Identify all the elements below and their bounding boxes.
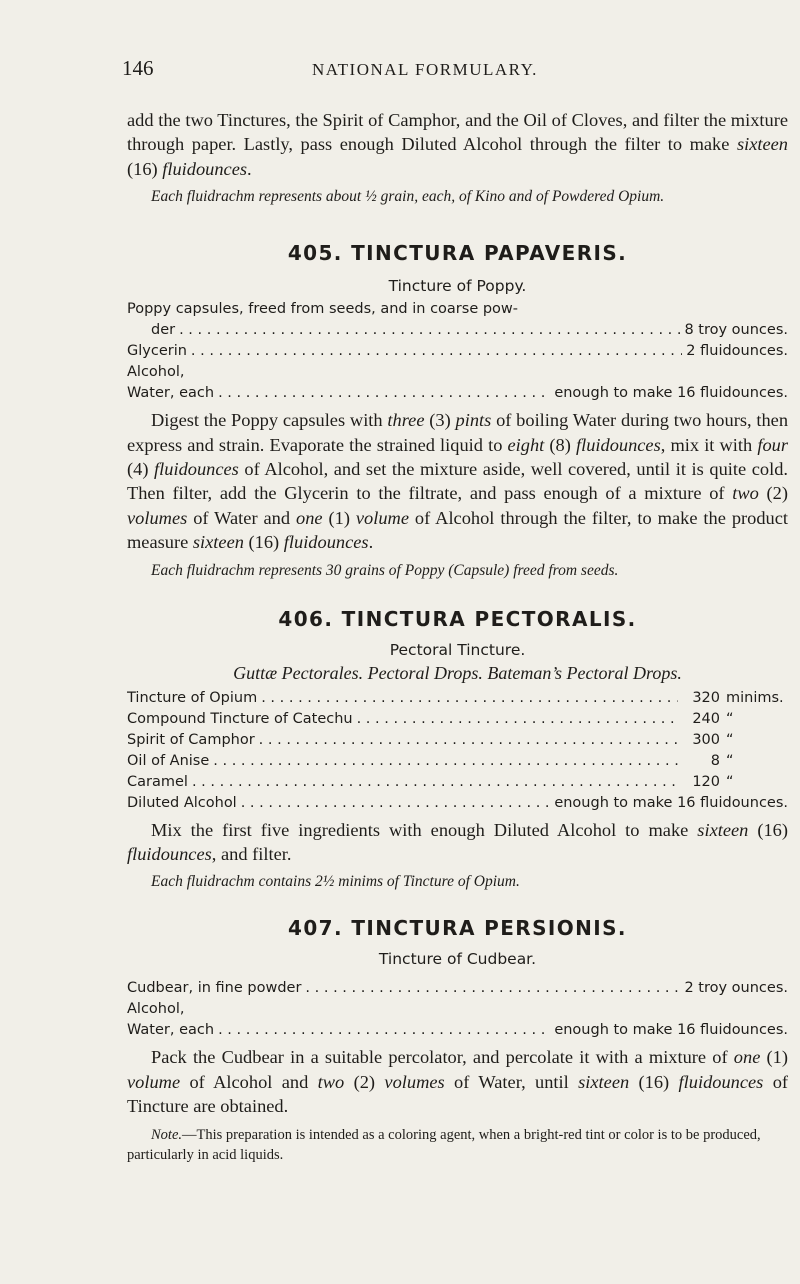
s406-ingredient-row: Spirit of Camphor . . . 300 “ <box>127 730 788 751</box>
s406-formula <box>127 688 788 814</box>
s405-ingredient-row: der . . . 8 troy ounces. <box>127 320 788 341</box>
s406-ingredient-row: Caramel . . . 120 “ <box>127 772 788 793</box>
s407-directions: Pack the Cudbear in a suitable percolator, and percolate it with a mixture of one (1) volume of Alcohol and two (2) volumes of Water, until sixteen (16) fluidounces of Tincture are obtained. <box>127 1047 789 1117</box>
page-number: 146 <box>122 56 154 80</box>
s405-note: Each fluidrachm represents 30 grains of Poppy (Capsule) freed from seeds. <box>151 561 619 579</box>
s405-formula <box>127 299 788 404</box>
s406-ingredient-row: Oil of Anise . . . 8 “ <box>127 751 788 772</box>
s406-note: Each fluidrachm contains 2½ minims of Tincture of Opium. <box>151 873 520 891</box>
s407-formula <box>127 978 788 1041</box>
page-content <box>127 108 788 1165</box>
s405-ingredient-row: Water, each . . . enough to make 16 fluidounces. <box>127 383 788 404</box>
s407-ingredient-row: Water, each . . . enough to make 16 fluidounces. <box>127 1020 788 1041</box>
s405-ingredient-line: Poppy capsules, freed from seeds, and in coarse pow- <box>127 301 519 318</box>
s407-note: Note.—This preparation is intended as a coloring agent, when a bright-red tint or color is to be produced, particularly in acid liquids. <box>127 1126 761 1163</box>
intro-paragraph: add the two Tinctures, the Spirit of Camphor, and the Oil of Cloves, and filter the mixture through paper. Lastly, pass enough Diluted Alcohol through the filter to make sixteen (16) fluidounces. <box>127 110 788 179</box>
s405-ingredient-line: Alcohol, <box>127 364 185 381</box>
s405-directions: Digest the Poppy capsules with three (3) pints of boiling Water during two hours, then express and strain. Evaporate the strained liquid to eight (8) fluidounces, mix it with four (4) fluidounces of Alcohol, and set the mixture aside, well covered, until it is quite cold. Then filter, add the Glycerin to the filtrate, and pass enough of a mixture of two (2) volumes of Water and one (1) volume of Alcohol through the filter, to make the product measure sixteen (16) fluidounces. <box>127 410 789 553</box>
s406-synonyms: Guttæ Pectorales. Pectoral Drops. Bateman’s Pectoral Drops. <box>233 662 682 683</box>
s407-ingredient-row: Cudbear, in fine powder . . . 2 troy ounces. <box>127 978 788 999</box>
s405-ingredient-row: Glycerin . . . 2 fluidounces. <box>127 341 788 362</box>
s405-subtitle: Tincture of Poppy. <box>388 277 527 296</box>
s406-ingredient-row: Diluted Alcohol . . . enough to make 16 fluidounces. <box>127 793 788 814</box>
s406-directions: Mix the first five ingredients with enough Diluted Alcohol to make sixteen (16) fluidounces, and filter. <box>127 819 788 865</box>
s406-title: 406. TINCTURA PECTORALIS. <box>278 606 637 631</box>
s406-ingredient-row: Tincture of Opium . . . 320 minims. <box>127 688 788 709</box>
intro-note: Each fluidrachm represents about ½ grain, each, of Kino and of Powdered Opium. <box>151 188 665 206</box>
s405-title: 405. TINCTURA PAPAVERIS. <box>287 241 628 266</box>
page-header <box>122 56 722 86</box>
s406-ingredient-row: Compound Tincture of Catechu . . . 240 “ <box>127 709 788 730</box>
s407-ingredient-line: Alcohol, <box>127 1001 185 1018</box>
s406-subtitle: Pectoral Tincture. <box>389 640 526 659</box>
s407-title: 407. TINCTURA PERSIONIS. <box>288 916 627 941</box>
s407-subtitle: Tincture of Cudbear. <box>378 950 537 969</box>
running-title: NATIONAL FORMULARY. <box>312 60 538 79</box>
